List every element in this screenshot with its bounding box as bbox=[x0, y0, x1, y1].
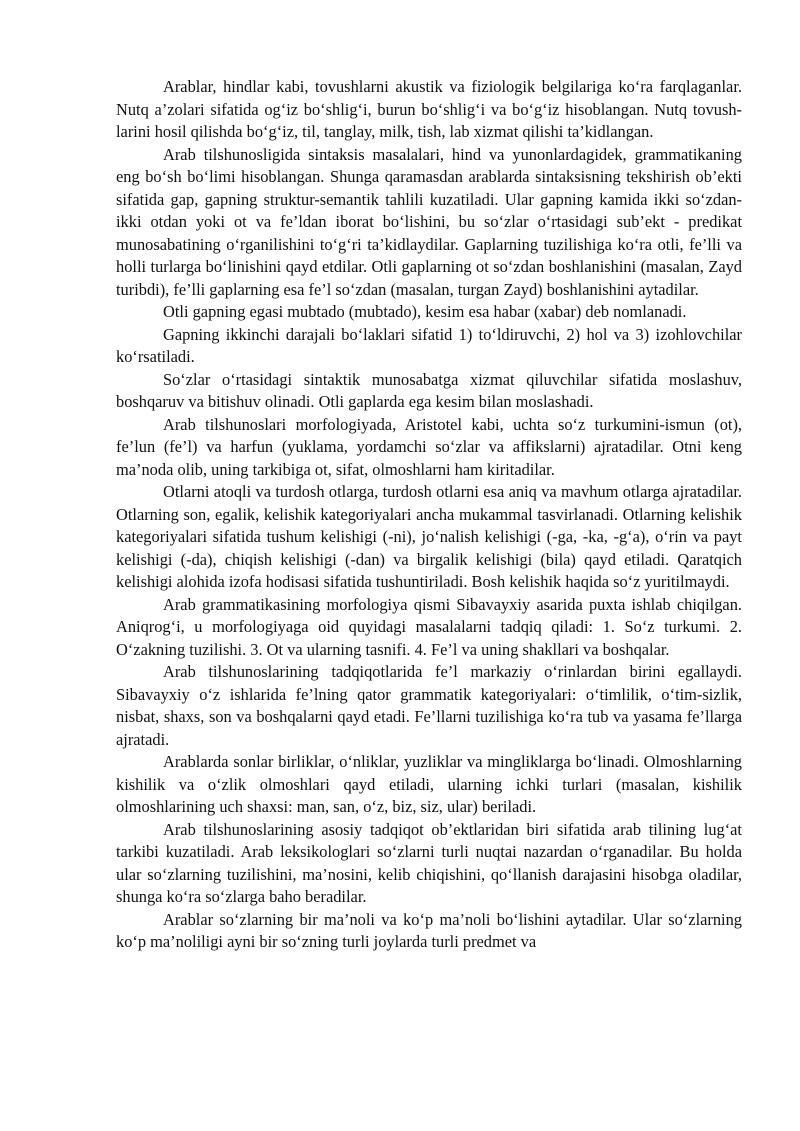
paragraph-numerals-pronouns: Arablarda sonlar birliklar, o‘nliklar, yuzliklar va mingliklarga bo‘linadi. Olmoshlarning kishilik va o‘zlik olmoshlari qayd etiladi, ularning ichki turlari (masalan, kishilik olmoshlarining uch shaxsi: man, san, o‘z, biz, siz, ular) beriladi. bbox=[116, 752, 742, 816]
paragraph-syntactic-relations: So‘zlar o‘rtasidagi sintaktik munosabatga xizmat qiluvchilar sifatida moslashuv, boshqaruv va bitishuv olinadi. Otli gaplarda ega kesim bilan moslashadi. bbox=[116, 369, 742, 411]
document-page bbox=[116, 76, 742, 954]
paragraph-secondary-parts: Gapning ikkinchi darajali bo‘laklari sifatid 1) to‘ldiruvchi, 2) hol va 3) izohlovchilar ko‘rsatiladi. bbox=[116, 324, 742, 366]
paragraph-verbs: Arab tilshunoslarining tadqiqotlarida fe’l markaziy o‘rinlardan birini egallaydi. Sibavayxiy o‘z ishlarida fe’lning qator grammatik kategoriyalari: o‘timlilik, o‘tim-sizlik, nisbat, shaxs, son va boshqalarni qayd etadi. Fe’llarni tuzilishiga ko‘ra tub va yasama fe’llarga ajratadi. bbox=[116, 662, 742, 749]
paragraph-nouns: Otlarni atoqli va turdosh otlarga, turdosh otlarni esa aniq va mavhum otlarga ajratadilar. Otlarning son, egalik, kelishik kategoriyalari ancha mukammal tasvirlanadi. Otlarning kelishik kategoriyalari sifatida tushum kelishigi (-ni), jo‘nalish kelishigi (-ga, -ka, -g‘a), o‘rin va payt kelishigi (-da), chiqish kelishigi (-dan) va birgalik kelishigi (bila) qayd etiladi. Qaratqich kelishigi alohida izofa hodisasi sifatida tushuntiriladi. Bosh kelishik haqida so‘z yuritilmaydi. bbox=[116, 482, 742, 591]
paragraph-sibawayh-morphology: Arab grammatikasining morfologiya qismi Sibavayxiy asarida puxta ishlab chiqilgan. Aniqrog‘i, u morfologiyaga oid quyidagi masalalarni tadqiq qiladi: 1. So‘z turkumi. 2. O‘zakning tuzilishi. 3. Ot va ularning tasnifi. 4. Fe’l va uning shakllari va boshqalar. bbox=[116, 594, 742, 659]
paragraph-phonetics: Arablar, hindlar kabi, tovushlarni akustik va fiziologik belgilariga ko‘ra farqlaganlar. Nutq a’zolari sifatida og‘iz bo‘shlig‘i, burun bo‘shlig‘i va bo‘g‘iz hisoblangan. Nutq tovush-larini hosil qilishda bo‘g‘iz, til, tanglay, milk, tish, lab xizmat qilishi ta’kidlangan. bbox=[116, 77, 742, 141]
paragraph-lexicon: Arab tilshunoslarining asosiy tadqiqot ob’ektlaridan biri sifatida arab tilining lug‘at tarkibi kuzatiladi. Arab leksikologlari so‘zlarni turli nuqtai nazardan o‘rganadilar. Bu holda ular so‘zlarning tuzilishini, ma’nosini, kelib chiqishini, qo‘llanish darajasini hisobga oladilar, shunga ko‘ra so‘zlarga baho beradilar. bbox=[116, 819, 742, 906]
paragraph-subject-predicate: Otli gapning egasi mubtado (mubtado), kesim esa habar (xabar) deb nomlanadi. bbox=[163, 302, 687, 321]
paragraph-word-classes: Arab tilshunoslari morfologiyada, Aristotel kabi, uchta so‘z turkumini-ismun (ot), fe’lun (fe’l) va harfun (yuklama, yordamchi so‘zlar va affikslarni) ajratadilar. Otni keng ma’noda olib, uning tarkibiga ot, sifat, olmoshlarni ham kiritadilar. bbox=[116, 414, 742, 479]
paragraph-polysemy: Arablar so‘zlarning bir ma’noli va ko‘p ma’noli bo‘lishini aytadilar. Ular so‘zlarning ko‘p ma’noliligi ayni bir so‘zning turli joylarda turli predmet va bbox=[116, 909, 742, 951]
paragraph-syntax: Arab tilshunosligida sintaksis masalalari, hind va yunonlardagidek, grammatikaning eng bo‘sh bo‘limi hisoblangan. Shunga qaramasdan arablarda sintaksisning tekshirish ob’ekti sifatida gap, gapning struktur-semantik tahlili kuzatiladi. Ular gapning kamida ikki so‘zdan-ikki otdan yoki ot va fe’ldan iborat bo‘lishini, bu so‘zlar o‘rtasidagi sub’ekt - predikat munosabatining o‘rganilishini to‘g‘ri ta’kidlaydilar. Gaplarning tuzilishiga ko‘ra otli, fe’lli va holli turlarga bo‘linishini qayd etdilar. Otli gaplarning ot so‘zdan boshlanishini (masalan, Zayd turibdi), fe’lli gaplarning esa fe’l so‘zdan (masalan, turgan Zayd) boshlanishini aytadilar. bbox=[116, 144, 742, 299]
